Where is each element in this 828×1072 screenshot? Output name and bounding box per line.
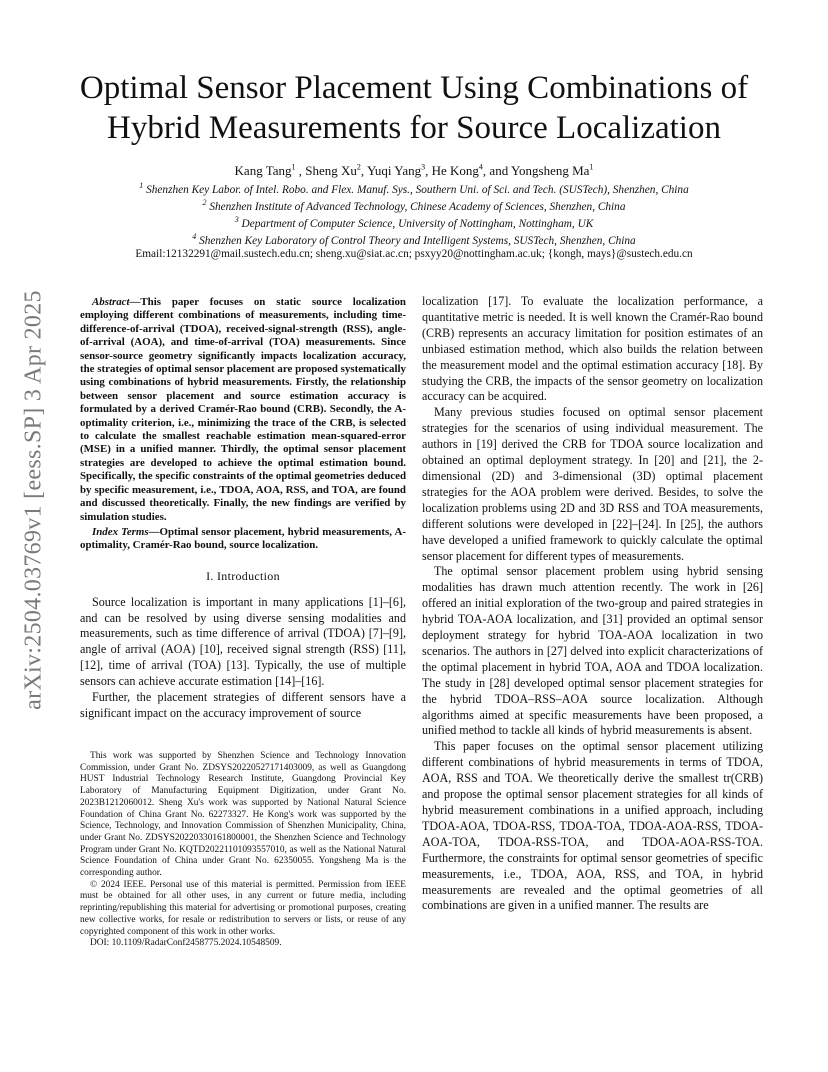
affiliation: $^4$ Shenzhen Key Laboratory of Control Theory and Intelligent Systems, SUSTech, Shenzhen, China (192, 232, 636, 247)
author: Sheng Xu$^2$ (305, 163, 361, 179)
author: Yuqi Yang$^3$ (366, 163, 426, 179)
author: He Kong$^4$ (431, 163, 483, 179)
arxiv-side-banner: arXiv:2504.03769v1 [eess.SP] 3 Apr 2025 (20, 290, 47, 710)
title-line-2: Hybrid Measurements for Source Localization (107, 110, 721, 146)
body-paragraph: This paper focuses on the optimal sensor placement utilizing different combinations of hybrid measurements in terms of TDOA, AOA, RSS and TOA. We theoretically derive the smallest tr(CRB) and propose the optimal sensor placement strategies for all kinds of hybrid measurement combinations in a unified approach, including TDOA-AOA, TDOA-RSS, TDOA-TOA, TDOA-AOA-RSS, TDOA-AOA-TOA, TDOA-RSS-TOA, and TDOA-AOA-RSS-TOA. Furthermore, the constraints for optimal sensor geometries of specific measurements, i.e., TDOA, AOA, RSS, and TOA, in hybrid measurements are revealed and the optimal geometries of all combinations are given in a unified manner. The results are (422, 739, 763, 913)
title-line-1: Optimal Sensor Placement Using Combinations of (79, 70, 749, 106)
body-paragraph: Many previous studies focused on optimal sensor placement strategies for the scenarios of using individual measurement. The authors in [19] derived the CRB for TDOA source localization and obtained an optimal deployment strategy. In [20] and [21], the 2-dimensional (2D) and 3-dimensional (3D) optimal placement strategies for the AOA problem were derived. Besides, to solve the localization problems using 2D and 3D RSS and TOA measurements, different solutions were developed in [22]–[24]. In [25], the authors have developed a unified framework to quickly calculate the optimal sensor placement for different types of measurements. (422, 405, 763, 563)
footnote (80, 751, 406, 950)
doi-note: DOI: 10.1109/RadarConf2458775.2024.10548509. (90, 938, 282, 949)
intro-paragraph: Further, the placement strategies of different sensors have a significant impact on the accuracy improvement of source (80, 690, 406, 720)
funding-note: This work was supported by Shenzhen Science and Technology Innovation Commission, under Grant No. ZDSYS20220527171403009, as well as Guangdong HUST Industrial Technology Research Institute, Guangdong Provincial Key Laboratory of Manufacturing Equipment Digitization, under Grant No. 2023B1212060012. Sheng Xu's work was supported by National Natural Science Foundation of China Grant No. 62273327. He Kong's work was supported by the Science, Technology, and Innovation Commission of Shenzhen Municipality, China, under Grant No. ZDSYS20220330161800001, the Shenzhen Science and Technology Program under Grant No. KQTD20221101093557010, as well as the National Natural Science Foundation of China under Grant No. 62350055. Yongsheng Ma is the corresponding author. (80, 751, 406, 879)
section-heading: I. Introduction (206, 568, 280, 583)
author: Kang Tang$^1$ (234, 163, 296, 179)
author-list: Kang Tang$^1$ , Sheng Xu$^2$, Yuqi Yang$^3$, He Kong$^4$, and Yongsheng Ma$^1$ (234, 163, 594, 179)
affiliation: $^1$ Shenzhen Key Labor. of Intel. Robo. and Flex. Manuf. Sys., Southern Uni. of Sci. and Tech. (SUSTech), Shenzhen, China (139, 181, 689, 196)
affiliation: $^2$ Shenzhen Institute of Advanced Technology, Chinese Academy of Sciences, Shenzhen, China (202, 198, 626, 213)
paper-title (40, 68, 788, 148)
email-line: Email:12132291@mail.sustech.edu.cn; sheng.xu@siat.ac.cn; psxyy20@nottingham.ac.uk; {kongh, mays}@sustech.edu.cn (135, 248, 693, 260)
copyright-note: © 2024 IEEE. Personal use of this material is permitted. Permission from IEEE must be obtained for all other uses, in any current or future media, including reprinting/republishing this material for advertising or promotional purposes, creating new collective works, for resale or redistribution to servers or lists, or reuse of any copyrighted component of this work in other works. (80, 879, 406, 937)
affiliation: $^3$ Department of Computer Science, University of Nottingham, Nottingham, UK (234, 215, 594, 230)
right-column (422, 294, 763, 914)
abstract: Abstract—This paper focuses on static source localization employing different combinations of measurements, including time-difference-of-arrival (TDOA), received-signal-strength (RSS), angle-of-arrival (AOA), and time-of-arrival (TOA) measurements. Since sensor-source geometry significantly impacts localization accuracy, the strategies of optimal sensor placement are proposed systematically using combinations of hybrid measurements. Firstly, the relationship between sensor placement and source estimation accuracy is formulated by a derived Cramér-Rao bound (CRB). Secondly, the A-optimality criterion, i.e., minimizing the trace of the CRB, is selected to calculate the smallest reachable estimation mean-squared-error (MSE) in a unified manner. Thirdly, the optimal sensor placement strategies are developed to achieve the optimal estimation bound. Specifically, the specific constraints of the optimal geometries deduced by specific measurement, i.e., TDOA, AOA, RSS, and TOA, are found and discussed theoretically. Finally, the new findings are verified by simulation studies. (80, 296, 406, 523)
intro-paragraph: Source localization is important in many applications [1]–[6], and can be resolved by using diverse sensing modalities and measurements, such as time difference of arrival (TDOA) [7]–[9], angle of arrival (AOA) [10], received signal strength (RSS) [11], [12], time of arrival (TOA) [13]. Typically, the use of multiple sensors can achieve accurate estimation [14]–[16]. (80, 594, 406, 689)
body-paragraph: localization [17]. To evaluate the localization performance, a quantitative metric is needed. It is well known the Cramér-Rao bound (CRB) represents an accuracy limitation for position estimates of an unbiased estimation method, which also builds the relation between the measurement model and the optimal estimation accuracy [18]. By studying the CRB, the impacts of the sensor geometry on localization accuracy can be acquired. (422, 294, 763, 404)
body-paragraph: The optimal sensor placement problem using hybrid sensing modalities has drawn much attention recently. The work in [26] offered an initial exploration of the two-group and paired strategies in hybrid TOA-AOA localization, and [31] provided an optimal sensor deployment strategy for hybrid TOA-AOA localization in two scenarios. The authors in [27] delved into explicit characterizations of the optimal placement in hybrid TOA, AOA and TDOA localization. The study in [28] developed optimal sensor placement strategies for the hybrid TDOA–RSS–AOA source localization. Although algorithms aimed at specific measurements have been proposed, a unified method to tackle all kinds of hybrid measurements is absent. (422, 564, 763, 738)
left-column (80, 296, 406, 722)
index-terms: Index Terms—Optimal sensor placement, hybrid measurements, A-optimality, Cramér-Rao bound, source localization. (80, 525, 406, 552)
author: and Yongsheng Ma$^1$ (489, 163, 594, 179)
